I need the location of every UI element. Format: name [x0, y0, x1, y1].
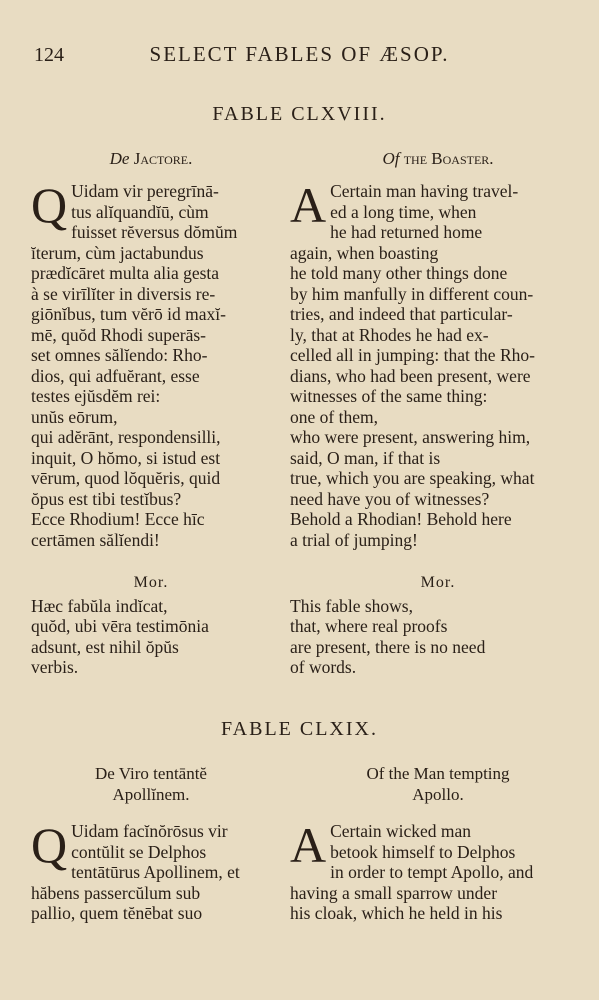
- latin-line: inquit, O hŏmo, si istud est: [31, 447, 221, 468]
- latin-line: ĭterum, cùm jactabundus: [31, 242, 204, 263]
- fable-2-latin: [31, 763, 271, 924]
- english-line: having a small sparrow under: [290, 882, 498, 903]
- english-line: by him manfully in different coun-: [290, 283, 534, 304]
- latin-line: Uidam vir peregrīnā-: [71, 181, 219, 201]
- latin-line: set omnes sălĭendo: Rho-: [31, 345, 208, 365]
- fable-1-latin-moral: [31, 573, 271, 678]
- english-line: true, which you are speaking, what: [290, 468, 535, 488]
- latin-drop-cap: Q: [31, 817, 68, 873]
- english-line: who were present, answering him,: [290, 427, 531, 447]
- fable-1-latin: [31, 148, 271, 550]
- english-heading-title: the Boaster.: [403, 149, 494, 168]
- latin-line: testes ejŭsdĕm rei:: [31, 386, 161, 406]
- running-title: SELECT FABLES OF ÆSOP.: [149, 42, 450, 66]
- latin-line: giōnĭbus, tum vĕrō id maxĭ-: [31, 304, 226, 324]
- english-line: said, O man, if that is: [290, 447, 441, 468]
- english-drop-cap: A: [290, 177, 327, 233]
- english-line: Certain wicked man: [330, 821, 472, 841]
- english-moral-line: of words.: [290, 657, 357, 677]
- latin-moral-text: [31, 596, 271, 678]
- latin-line: Uidam facĭnŏrōsus vir: [71, 821, 228, 841]
- latin-heading-line-1: De Viro tentāntĕ: [95, 764, 207, 783]
- english-line: a trial of jumping!: [290, 529, 418, 550]
- fable-1-english-moral: [290, 573, 586, 678]
- latin-line: à se virīlĭter in diversis re-: [31, 283, 216, 304]
- english-moral-line: This fable shows,: [290, 595, 413, 616]
- latin-line: mē, quŏd Rhodi superās-: [31, 324, 206, 345]
- english-line: celled all in jumping: that the Rho-: [290, 345, 535, 365]
- page-header: [0, 42, 599, 72]
- latin-line: tentātūrus Apollinem, et: [71, 862, 240, 882]
- english-line: he had returned home: [330, 222, 483, 242]
- english-line: need have you of witnesses?: [290, 488, 490, 509]
- latin-text: [31, 817, 271, 924]
- english-line: again, when boasting: [290, 242, 439, 263]
- english-drop-cap: A: [290, 817, 327, 873]
- fable-2-title: FABLE CLXIX.: [221, 718, 378, 740]
- english-moral-line: that, where real proofs: [290, 616, 448, 636]
- english-heading-line-1: Of the Man tempting: [366, 764, 510, 783]
- latin-moral-line: verbis.: [31, 657, 79, 677]
- latin-line: vērum, quod lŏquĕris, quid: [31, 468, 221, 488]
- latin-heading-title: Jactore.: [133, 149, 193, 168]
- english-line: he told many other things done: [290, 263, 508, 283]
- english-line: witnesses of the same thing:: [290, 386, 488, 406]
- latin-line: prædĭcāret multa alia gesta: [31, 263, 220, 283]
- latin-line: contŭlit se Delphos: [71, 841, 207, 862]
- english-line: in order to tempt Apollo, and: [330, 862, 534, 882]
- english-line: Certain man having travel-: [330, 181, 519, 201]
- latin-line: certāmen sălĭendi!: [31, 529, 160, 550]
- fable-2-english: [290, 763, 586, 924]
- english-text: [290, 177, 586, 550]
- english-heading: [290, 148, 586, 169]
- latin-line: hăbens passercŭlum sub: [31, 882, 201, 903]
- page-number: 124: [34, 44, 64, 66]
- english-moral-line: are present, there is no need: [290, 636, 486, 657]
- english-line: his cloak, which he held in his: [290, 903, 503, 923]
- english-moral-label: Mor.: [420, 574, 456, 591]
- latin-moral-line: adsunt, est nihil ŏpŭs: [31, 636, 179, 657]
- english-line: dians, who had been present, were: [290, 365, 531, 386]
- latin-line: tus alĭquandĭū, cùm: [71, 201, 209, 222]
- english-line: tries, and indeed that particular-: [290, 304, 513, 324]
- latin-line: Ecce Rhodium! Ecce hīc: [31, 509, 205, 529]
- latin-line: ŏpus est tibi testĭbus?: [31, 488, 182, 509]
- latin-line: qui adĕrānt, respondensilli,: [31, 427, 221, 447]
- english-line: one of them,: [290, 406, 378, 427]
- english-line: ed a long time, when: [330, 201, 477, 222]
- latin-moral-line: quŏd, ubi vēra testimōnia: [31, 616, 209, 636]
- english-line: betook himself to Delphos: [330, 841, 516, 862]
- latin-line: unŭs eōrum,: [31, 406, 118, 427]
- english-moral-text: [290, 596, 586, 678]
- latin-heading: [31, 148, 271, 169]
- latin-line: pallio, quem tĕnēbat suo: [31, 903, 203, 923]
- fable-1-english: [290, 148, 586, 550]
- latin-line: dios, qui adfuĕrant, esse: [31, 365, 200, 386]
- latin-heading-line-2: Apollĭnem.: [112, 785, 190, 804]
- english-text: [290, 817, 586, 924]
- english-line: Behold a Rhodian! Behold here: [290, 509, 512, 529]
- english-heading-of: Of: [382, 149, 400, 168]
- latin-moral-label: Mor.: [133, 574, 169, 591]
- fable-1-title: FABLE CLXVIII.: [212, 103, 387, 125]
- latin-text: [31, 177, 271, 550]
- latin-drop-cap: Q: [31, 177, 68, 233]
- english-heading-line-2: Apollo.: [412, 785, 464, 804]
- english-line: ly, that at Rhodes he had ex-: [290, 324, 489, 345]
- latin-moral-line: Hæc fabŭla indĭcat,: [31, 595, 168, 616]
- latin-line: fuisset rĕversus dŏmŭm: [71, 222, 238, 242]
- latin-heading-de: De: [109, 149, 130, 168]
